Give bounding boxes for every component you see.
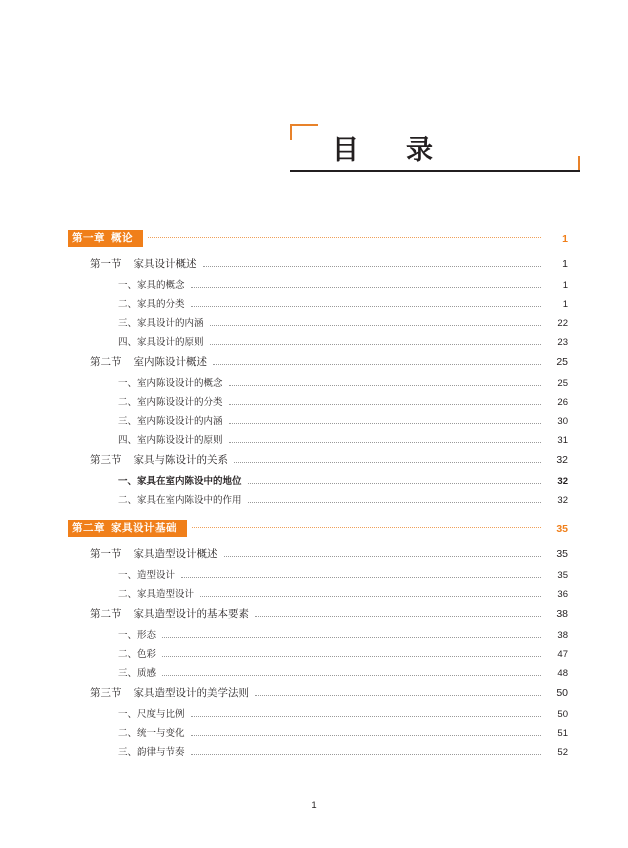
section-title: 家具造型设计概述: [133, 548, 218, 560]
leader-dots: [203, 265, 542, 267]
item-title: 一、家具的概念: [118, 280, 185, 291]
leader-dots: [181, 576, 541, 578]
toc-section-row[interactable]: [68, 256, 568, 271]
toc-item-row[interactable]: [68, 432, 568, 446]
page-ref: 47: [557, 649, 568, 660]
leader-dots: [191, 305, 541, 307]
toc-section-row[interactable]: [68, 546, 568, 561]
toc-chapter-row[interactable]: [68, 520, 568, 537]
leader-dots: [248, 482, 541, 484]
leader-dots: [162, 636, 541, 638]
section-label: [90, 256, 197, 271]
leader-dots: [148, 236, 541, 238]
leader-dots: [229, 403, 541, 405]
chapter-number: 第二章: [68, 520, 111, 537]
section-number: 第三节: [90, 687, 122, 699]
item-title: 一、室内陈设设计的概念: [118, 378, 223, 389]
leader-dots: [210, 324, 541, 326]
page-ref: 36: [557, 589, 568, 600]
item-title: 一、尺度与比例: [118, 709, 185, 720]
page-ref: 38: [557, 630, 568, 641]
leader-dots: [210, 343, 541, 345]
toc-item-row[interactable]: [68, 627, 568, 641]
toc-item-row[interactable]: [68, 413, 568, 427]
toc-section-row[interactable]: [68, 354, 568, 369]
page-ref: 31: [557, 435, 568, 446]
section-number: 第一节: [90, 548, 122, 560]
item-title: 三、家具设计的内涵: [118, 318, 204, 329]
toc-item-row[interactable]: [68, 706, 568, 720]
leader-dots: [248, 501, 541, 503]
title-underline: [290, 170, 580, 172]
toc-section-row[interactable]: [68, 606, 568, 621]
section-title: 室内陈设计概述: [133, 356, 207, 368]
item-title: 二、色彩: [118, 649, 157, 660]
page-ref: 35: [556, 548, 568, 560]
page-ref: 51: [557, 728, 568, 739]
item-title: 二、家具的分类: [118, 299, 185, 310]
item-title: 一、家具在室内陈设中的地位: [118, 476, 242, 487]
page-ref: 50: [557, 709, 568, 720]
toc-item-row[interactable]: [68, 725, 568, 739]
page-ref: 50: [556, 687, 568, 699]
section-number: 第二节: [90, 356, 122, 368]
leader-dots: [192, 526, 541, 528]
section-number: 第二节: [90, 608, 122, 620]
item-title: 四、家具设计的原则: [118, 337, 204, 348]
item-title: 三、韵律与节奏: [118, 747, 185, 758]
toc-section-row[interactable]: [68, 685, 568, 700]
page-ref: 22: [557, 318, 568, 329]
toc-section-row[interactable]: [68, 452, 568, 467]
leader-dots: [191, 286, 541, 288]
page-ref: 30: [557, 416, 568, 427]
toc-item-row[interactable]: [68, 744, 568, 758]
toc-item-row[interactable]: [68, 646, 568, 660]
page-ref: 25: [557, 378, 568, 389]
section-number: 第三节: [90, 454, 122, 466]
section-title: 家具与陈设计的关系: [133, 454, 228, 466]
page-ref: 32: [557, 495, 568, 506]
section-title: 家具设计概述: [133, 258, 197, 270]
leader-dots: [213, 363, 541, 365]
page-ref: 23: [557, 337, 568, 348]
item-title: 二、家具造型设计: [118, 589, 195, 600]
section-label: [90, 685, 249, 700]
section-label: [90, 546, 218, 561]
page-ref: 1: [562, 258, 568, 270]
section-label: [90, 354, 207, 369]
toc-item-row[interactable]: [68, 665, 568, 679]
page-ref: 1: [562, 299, 568, 310]
leader-dots: [255, 694, 541, 696]
page-title: 目 录: [332, 135, 443, 166]
leader-dots: [191, 753, 541, 755]
toc-item-row[interactable]: [68, 315, 568, 329]
item-title: 二、家具在室内陈设中的作用: [118, 495, 242, 506]
page-ref: 38: [556, 608, 568, 620]
toc-item-row[interactable]: [68, 296, 568, 310]
toc-item-row[interactable]: [68, 492, 568, 506]
leader-dots: [200, 595, 541, 597]
page-ref: 35: [557, 570, 568, 581]
page-number: 1: [311, 800, 317, 811]
leader-dots: [191, 715, 541, 717]
item-title: 一、形态: [118, 630, 157, 641]
item-title: 三、质感: [118, 668, 157, 679]
item-title: 四、室内陈设设计的原则: [118, 435, 223, 446]
item-title: 二、统一与变化: [118, 728, 185, 739]
toc-item-row[interactable]: [68, 567, 568, 581]
toc-chapter-row[interactable]: [68, 230, 568, 247]
leader-dots: [229, 422, 541, 424]
page-ref: 25: [556, 356, 568, 368]
page-ref: 35: [556, 522, 568, 535]
section-title: 家具造型设计的基本要素: [133, 608, 249, 620]
item-title: 三、室内陈设设计的内涵: [118, 416, 223, 427]
page-ref: 52: [557, 747, 568, 758]
leader-dots: [162, 674, 541, 676]
page-ref: 1: [562, 280, 568, 291]
toc-header: [290, 124, 580, 182]
item-title: 一、造型设计: [118, 570, 176, 581]
section-number: 第一节: [90, 258, 122, 270]
chapter-title: 家具设计基础: [111, 520, 187, 537]
page-ref: 26: [557, 397, 568, 408]
toc-item-row[interactable]: [68, 473, 568, 487]
page-ref: 32: [557, 476, 568, 487]
leader-dots: [229, 441, 541, 443]
leader-dots: [229, 384, 541, 386]
section-title: 家具造型设计的美学法则: [133, 687, 249, 699]
toc-item-row[interactable]: [68, 586, 568, 600]
leader-dots: [224, 555, 542, 557]
decorative-bracket-left-icon: [290, 124, 318, 140]
leader-dots: [255, 615, 541, 617]
page-ref: 1: [562, 232, 568, 245]
leader-dots: [234, 461, 541, 463]
toc-item-row[interactable]: [68, 277, 568, 291]
leader-dots: [191, 734, 541, 736]
toc-item-row[interactable]: [68, 375, 568, 389]
leader-dots: [162, 655, 541, 657]
chapter-title: 概论: [111, 230, 143, 247]
toc-entry-list: [68, 216, 568, 763]
item-title: 二、室内陈设设计的分类: [118, 397, 223, 408]
toc-item-row[interactable]: [68, 334, 568, 348]
toc-item-row[interactable]: [68, 394, 568, 408]
page-ref: 32: [556, 454, 568, 466]
page-ref: 48: [557, 668, 568, 679]
chapter-number: 第一章: [68, 230, 111, 247]
section-label: [90, 606, 249, 621]
section-label: [90, 452, 228, 467]
